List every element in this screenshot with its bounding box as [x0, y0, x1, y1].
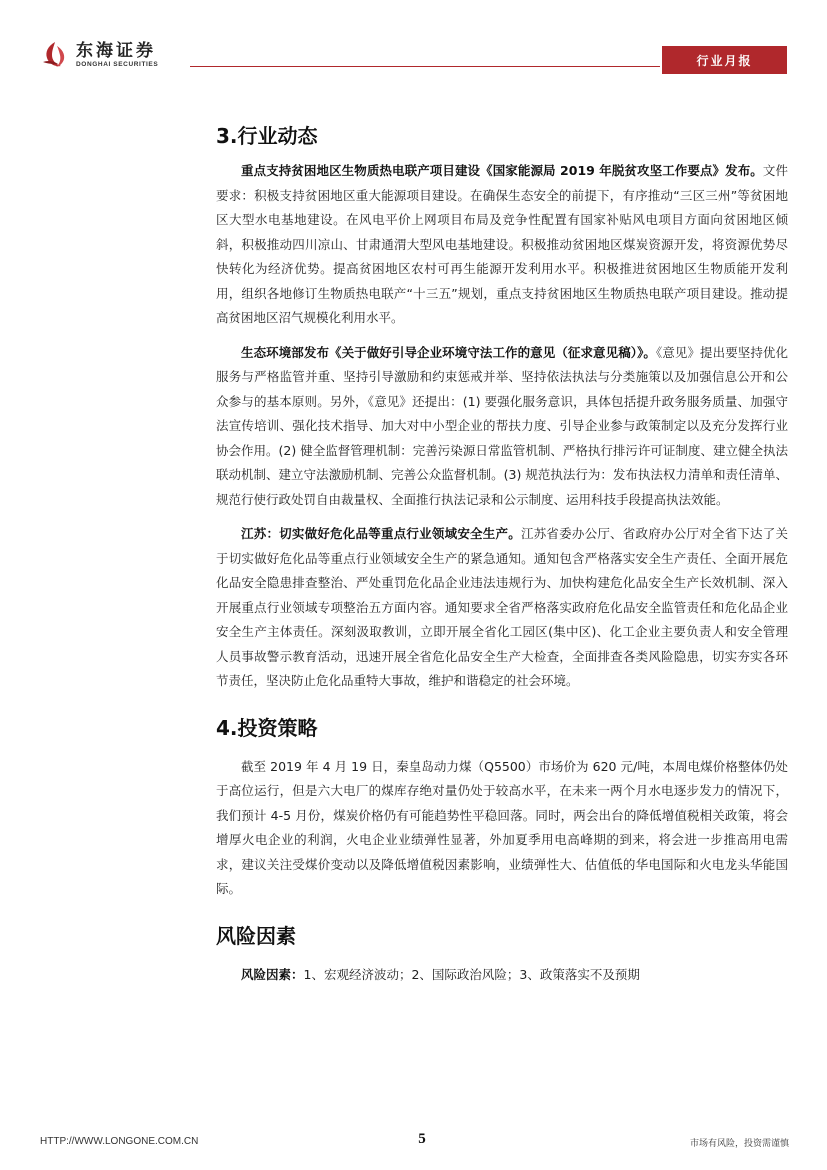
company-logo: [40, 40, 158, 70]
risk-paragraph: [216, 963, 788, 988]
news-lead-2: 生态环境部发布《关于做好引导企业环境守法工作的意见（征求意见稿）》。: [241, 344, 656, 360]
news-lead-3: 江苏：切实做好危化品等重点行业领域安全生产。: [241, 526, 521, 541]
footer-risk-note: 市场有风险，投资需谨慎: [690, 1139, 790, 1149]
logo-english-name: DONGHAI SECURITIES: [76, 61, 159, 68]
report-type-badge: 行业月报: [662, 46, 787, 74]
section-title-industry: 3.行业动态: [216, 124, 318, 148]
news-lead-1: 重点支持贫困地区生物质热电联产项目建设《国家能源局 2019 年脱贫攻坚工作要点》发布。: [241, 163, 763, 178]
section-title-strategy: 4.投资策略: [216, 715, 318, 740]
risk-body: 1、宏观经济波动；2、国际政治风险；3、政策落实不及预期: [303, 966, 640, 982]
news-paragraph-2: [216, 341, 788, 513]
page-header: [0, 0, 827, 80]
news-paragraph-1: [216, 159, 788, 331]
header-divider: [190, 66, 660, 67]
strategy-paragraph: 截至 2019 年 4 月 19 日，秦皇岛动力煤（Q5500）市场价为 620 元/吨，本周电煤价格整体仍处于高位运行，但是六大电厂的煤库存绝对量仍处于较高水平，在未来一两个月水电逐步发力的情况下，我们预计 4-5 月份，煤炭价格仍有可能趋势性平稳回落。同时，两会出台的降低增值税相关政策，将会增厚火电企业的利润，火电企业业绩弹性显著，外加夏季用电高峰期的到来，将会进一步推高用电需求，建议关注受煤价变动以及降低增值税因素影响，业绩弹性大、估值低的华电国际和火电龙头华能国际。: [216, 758, 788, 896]
logo-chinese-name: 东海证券: [76, 41, 156, 61]
page-number: 5: [418, 1131, 426, 1147]
news-body-3: 江苏省委办公厅、省政府办公厅对全省下达了关于切实做好危化品等重点行业领域安全生产的紧急通知。通知包含严格落实安全生产责任、全面开展危化品安全隐患排查整治、严处重罚危化品企业违法违规行为、加快构建危化品安全生产长效机制、深入开展重点行业领域专项整治五方面内容。通知要求全省严格落实政府危化品安全监管责任和危化品企业安全生产主体责任。深刻汲取教训，立即开展全省化工园区(集中区)、化工企业主要负责人和安全管理人员事故警示教育活动，迅速开展全省危化品安全生产大检查，全面排查各类风险隐患，切实夯实各环节责任，坚决防止危化品重特大事故，维护和谐稳定的社会环境。: [216, 526, 788, 688]
donghai-logo-icon: [40, 40, 70, 70]
news-paragraph-3: [216, 522, 788, 694]
footer-website-link[interactable]: HTTP://WWW.LONGONE.COM.CN: [40, 1136, 199, 1147]
risk-lead: 风险因素：: [241, 966, 304, 982]
main-content: [216, 120, 788, 987]
news-body-2: 《意见》提出要坚持优化服务与严格监管并重、坚持引导激励和约束惩戒并举、坚持依法执法与分类施策以及加强信息公开和公众参与的基本原则。另外，《意见》还提出：(1) 要强化服务意识，具体包括提升政务服务质量、加强守法宣传培训、强化技术指导、加大对中小型企业的帮扶力度、引导企业参与政策制定以及充分发挥行业协会作用。(2) 健全监督管理机制：完善污染源日常监管机制、严格执行排污许可证制度、建立健全执法联动机制、建立守法激励机制、完善公众监督机制。(3) 规范执法行为：发布执法权力清单和责任清单、规范行使行政处罚自由裁量权、全面推行执法记录和公示制度、运用科技手段提高执法效能。: [216, 344, 788, 507]
section-title-risk: 风险因素: [216, 923, 296, 948]
news-body-1: 文件要求：积极支持贫困地区重大能源项目建设。在确保生态安全的前提下，有序推动“三区三州”等贫困地区大型水电基地建设。在风电平价上网项目布局及竞争性配置有国家补贴风电项目方面向贫困地区倾斜，积极推动四川凉山、甘肃通渭大型风电基地建设。积极推动贫困地区煤炭资源开发，将资源优势尽快转化为经济优势。提高贫困地区农村可再生能源开发利用水平。积极推进贫困地区生物质能开发利用，组织各地修订生物质热电联产“十三五”规划，重点支持贫困地区生物质热电联产项目建设。推动提高贫困地区沼气规模化利用水平。: [216, 163, 788, 325]
